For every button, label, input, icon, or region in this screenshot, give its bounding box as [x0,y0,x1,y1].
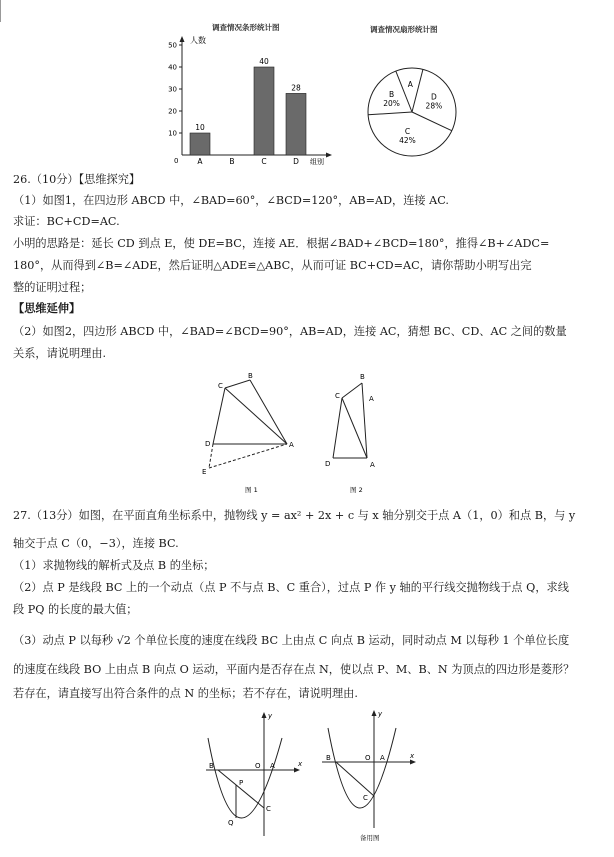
bar-C [254,67,274,155]
bar-ytick-label: 10 [168,129,177,138]
bar-origin: 0 [174,157,179,165]
pie-percent-B: 20% [383,99,400,109]
svg-text:y: y [268,712,273,720]
svg-text:A: A [380,754,385,762]
bar-A [190,133,210,155]
q27-part2-1: （2）点 P 是线段 BC 上的一个动点（点 P 不与点 B、C 重合），过点 P 作 y 轴的平行线交抛物线于点 Q，求线 [13,581,569,594]
fig2-label-c: C [335,392,340,400]
x-arrow-icon [410,760,416,765]
bar-chart [160,30,340,165]
svg-text:x: x [410,752,415,760]
bar-category-B: B [229,157,235,165]
bar-x-arrow-icon [326,153,332,158]
q27-heading: 27.（13分）如图，在平面直角坐标系中，抛物线 y = ax² + 2x + c 与 x 轴分别交于点 A（1，0）和点 B，与 y [13,509,576,522]
q27-figures [200,708,420,848]
pie-chart [362,62,462,162]
q27-part3-3: 若存在，请直接写出符合条件的点 N 的坐标；若不存在，请说明理由. [13,687,358,700]
q26-prove: 求证：BC+CD=AC. [13,215,120,228]
bar-chart-title: 调查情况条形统计图 [212,23,280,32]
figure-2 [325,373,375,494]
q26-part1: （1）如图1，在四边形 ABCD 中，∠BAD=60°，∠BCD=120°，AB=AD，连接 AC. [13,194,449,207]
fig1-label-b: B [248,372,253,380]
fig1-label-c: C [218,382,223,390]
bar-y-arrow-icon [180,36,185,42]
fig1-label-a: A [289,441,294,449]
svg-text:x: x [298,760,303,768]
bar-value-label-D: 28 [291,83,301,93]
fig2-label-a: A [369,395,374,403]
page-corner-mark [0,0,1,22]
svg-text:A: A [270,762,275,770]
x-arrow-icon [294,768,300,773]
parabola-figure-main [206,712,303,836]
bar-category-D: D [293,157,299,165]
y-arrow-icon [372,710,377,716]
fig2-label-d: D [325,460,331,468]
y-arrow-icon [262,712,267,718]
svg-text:O: O [365,754,371,762]
q26-part2-2: 关系，请说明理由. [13,347,107,360]
fig2-caption: 图 2 [350,486,363,494]
pie-label-B: B [388,90,395,100]
svg-text:B: B [209,762,214,770]
q26-extension-heading: 【思维延伸】 [13,301,81,315]
svg-text:C: C [266,805,271,813]
svg-text:y: y [378,710,383,718]
svg-text:B: B [326,754,331,762]
fig2-label-b: B [360,373,365,381]
parabola-figure-spare [322,710,416,842]
svg-text:O: O [255,762,261,770]
q26-figures [195,368,405,496]
q26-idea-3: 整的证明过程； [13,281,92,294]
bar-ytick-label: 20 [168,107,177,116]
svg-text:Q: Q [228,819,234,827]
bar-value-label-A: 10 [195,123,205,132]
pie-percent-C: 42% [399,135,416,145]
bar-value-label-C: 40 [259,57,269,66]
q26-idea-2: 180°，从而得到∠B=∠ADE，然后证明△ADE≌△ABC，从而可证 BC+CD=AC，请你帮助小明写出完 [13,259,532,272]
fig2-label-a2: A [370,461,375,469]
pie-slice-B [368,112,412,115]
pie-chart-title: 调查情况扇形统计图 [370,25,438,34]
bar-ytick-label: 50 [168,41,177,50]
bar-category-C: C [261,157,267,165]
fig1-caption: 图 1 [245,486,258,494]
q27-part3-2: 的速度在线段 BO 上由点 B 向点 O 运动，平面内是否存在点 N，使以点 P、M、B、N 为顶点的四边形是菱形？ [13,663,575,676]
fig1-label-e: E [202,468,207,476]
q26-part2-1: （2）如图2，四边形 ABCD 中，∠BAD=∠BCD=90°，AB=AD，连接 AC，猜想 BC、CD、AC 之间的数量 [13,325,567,338]
bar-D [286,93,306,155]
fig1-label-d: D [205,440,211,448]
q27-part2-2: 段 PQ 的长度的最大值； [13,603,138,616]
bar-ylabel: 人数 [190,36,206,45]
pie-slice-D [412,69,423,112]
q27-line2: 轴交于点 C（0，−3），连接 BC. [13,537,179,550]
pie-slice-C [412,112,452,131]
bar-category-A: A [197,157,203,165]
svg-text:C: C [363,794,368,802]
bar-xlabel: 组别 [310,158,324,165]
svg-text:P: P [239,779,244,787]
pie-label-D: D [431,92,437,102]
bar-ytick-label: 30 [168,85,177,94]
q27-part3-1: （3）动点 P 以每秒 √2 个单位长度的速度在线段 BC 上由点 C 向点 B 运动，同时动点 M 以每秒 1 个单位长度 [13,634,570,647]
q26-idea-1: 小明的思路是：延长 CD 到点 E，使 DE=BC，连接 AE．根据∠BAD+∠BCD=180°，推得∠B+∠ADC= [13,237,550,250]
q27-part1: （1）求抛物线的解析式及点 B 的坐标； [13,559,215,572]
pie-label-A: A [407,79,413,89]
figure-1 [202,372,294,494]
bar-ytick-label: 40 [168,63,177,72]
spare-caption: 备用图 [360,834,380,842]
pie-percent-D: 28% [425,101,443,111]
pie-label-C: C [404,126,411,136]
q26-heading: 26.（10分）【思维探究】 [13,173,141,186]
